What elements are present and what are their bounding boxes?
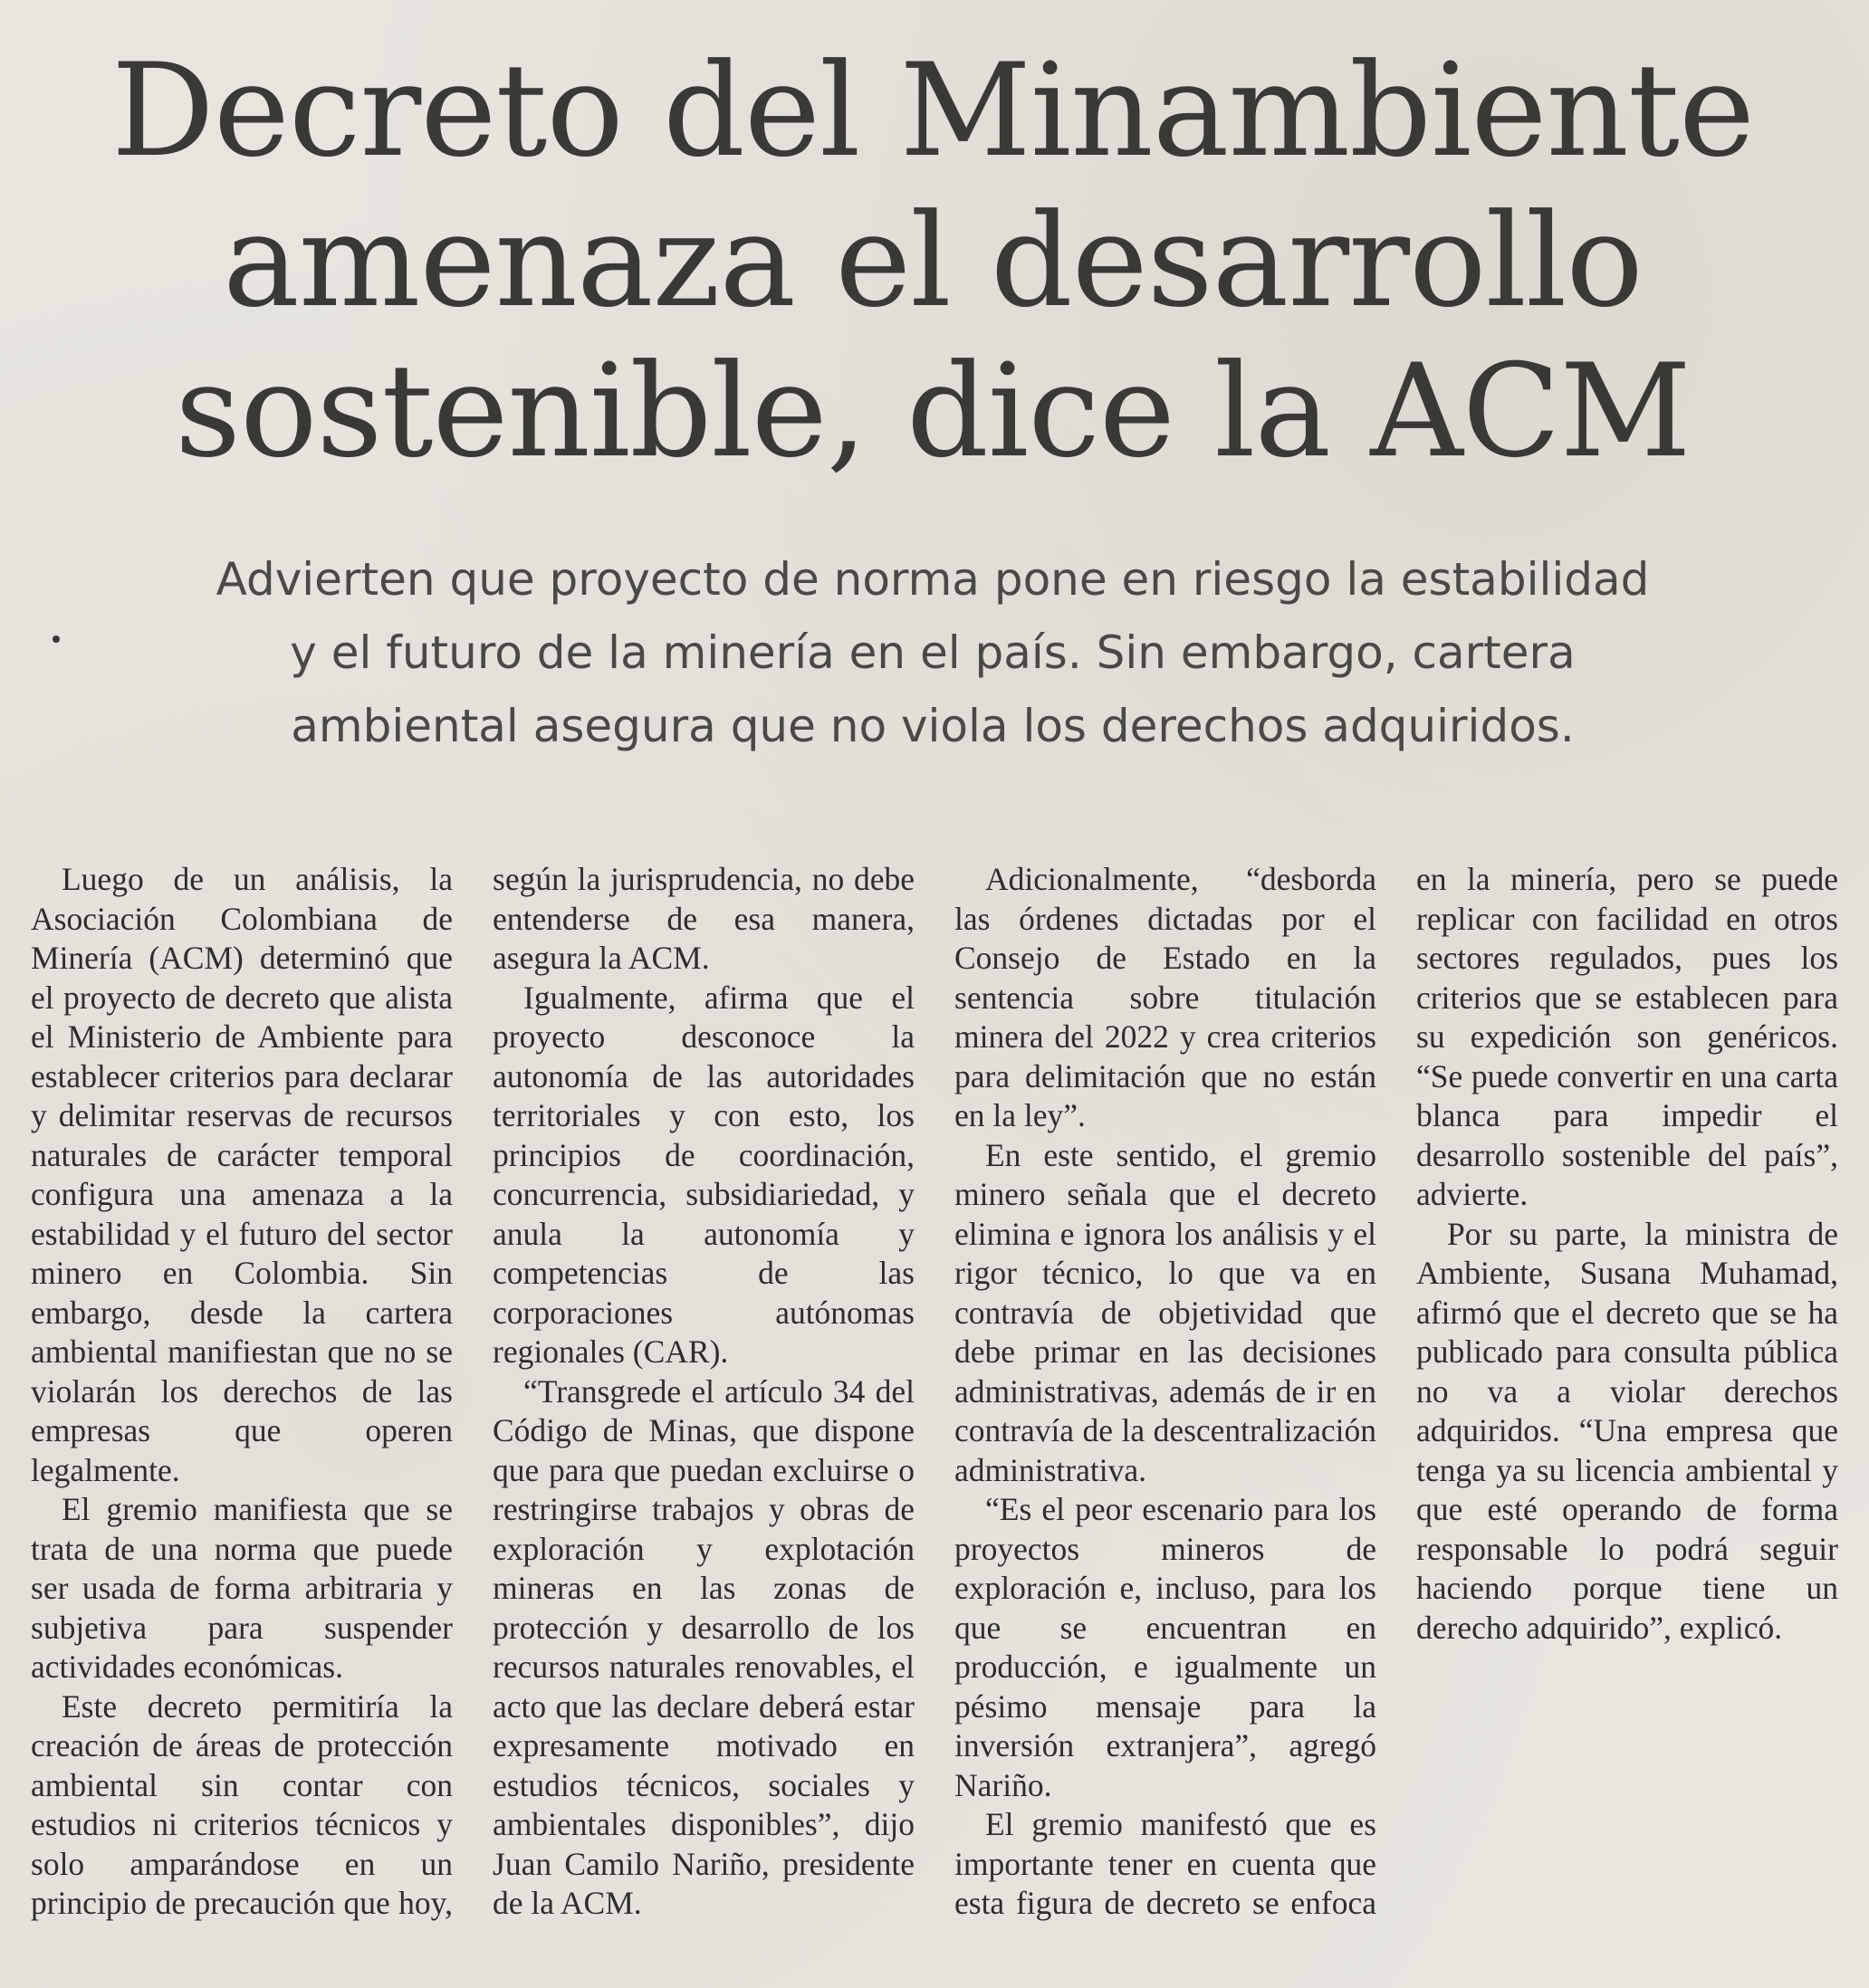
paragraph: Igualmente, afirma que el proyecto desconoce la autonomía de las autoridades territoriales y con esto, los principios de coordinación, concurrencia, subsidiariedad, y anula la autonomía y competencias de las corporaciones autónomas regionales (CAR). (493, 979, 915, 1370)
paragraph: El gremio manifestó que es importante tener en cuenta que esta figura de decreto se enfoca en la minería, pero se puede replicar con facilidad en otros sectores regulados, pues los criterios que se establecen para su expedición son genéricos. “Se puede convertir en una carta blanca para impedir el desarrollo sostenible del país”, advierte. (954, 861, 1838, 1921)
subhead-line-1: Advierten que proyecto de norma pone en riesgo la estabilidad (216, 553, 1650, 606)
paragraph: “Es el peor escenario para los proyectos mineros de exploración e, incluso, para los que se encuentran en producción, e igualmente un pésimo mensaje para la inversión extranjera”, agregó Nariño. (954, 1491, 1376, 1803)
subhead-line-3: ambiental asegura que no viola los derechos adquiridos. (291, 700, 1575, 752)
print-speck (53, 636, 60, 643)
headline (54, 36, 1811, 487)
paragraph: En este sentido, el gremio minero señala que el decreto elimina e ignora los análisis y el rigor técnico, lo que va en contravía de objetividad que debe primar en las decisiones administrativas, además de ir en contravía de la descentralización administrativa. (954, 1136, 1376, 1488)
subheadline (100, 543, 1766, 763)
subhead-line-2: y el futuro de la minería en el país. Sin embargo, cartera (290, 626, 1576, 679)
paragraph: El gremio manifiesta que se trata de una norma que puede ser usada de forma arbitraria y subjetiva para suspender actividades económicas. (31, 1491, 453, 1685)
paragraph: Luego de un análisis, la Asociación Colombiana de Minería (ACM) determinó que el proyecto de decreto que alista el Ministerio de Ambiente para establecer criterios para declarar y delimitar reservas de recursos naturales de carácter temporal configura una amenaza a la estabilidad y el futuro del sector minero en Colombia. Sin embargo, desde la cartera ambiental manifiestan que no se violarán los derechos de las empresas que operen legalmente. (31, 861, 453, 1488)
paragraph: Por su parte, la ministra de Ambiente, Susana Muhamad, afirmó que el decreto que se ha publicado para consulta pública no va a violar derechos adquiridos. “Una empresa que tenga ya su licencia ambiental y que esté operando de forma responsable lo podrá seguir haciendo porque tiene un derecho adquirido”, explicó. (1416, 1215, 1838, 1646)
paragraph: Este decreto permitiría la creación de áreas de protección ambiental sin contar con estudios ni criterios técnicos y solo amparándose en un principio de precaución que hoy, según la jurisprudencia, no debe entenderse de esa manera, asegura la ACM. (31, 861, 915, 1921)
headline-line-2: amenaza el desarrollo (223, 186, 1643, 336)
headline-line-1: Decreto del Minambiente (111, 36, 1754, 186)
paragraph: Adicionalmente, “desborda las órdenes dictadas por el Consejo de Estado en la sentencia sobre titulación minera del 2022 y crea criterios para delimitación que no están en la ley”. (954, 861, 1376, 1133)
paragraph: “Transgrede el artículo 34 del Código de Minas, que dispone que para que puedan excluirse o restringirse trabajos y obras de exploración y explotación mineras en las zonas de protección y desarrollo de los recursos naturales renovables, el acto que las declare deberá estar expresamente motivado en estudios técnicos, sociales y ambientales disponibles”, dijo Juan Camilo Nariño, presidente de la ACM. (493, 1372, 915, 1921)
article-body (31, 860, 1838, 1928)
headline-line-3: sostenible, dice la ACM (175, 337, 1691, 486)
